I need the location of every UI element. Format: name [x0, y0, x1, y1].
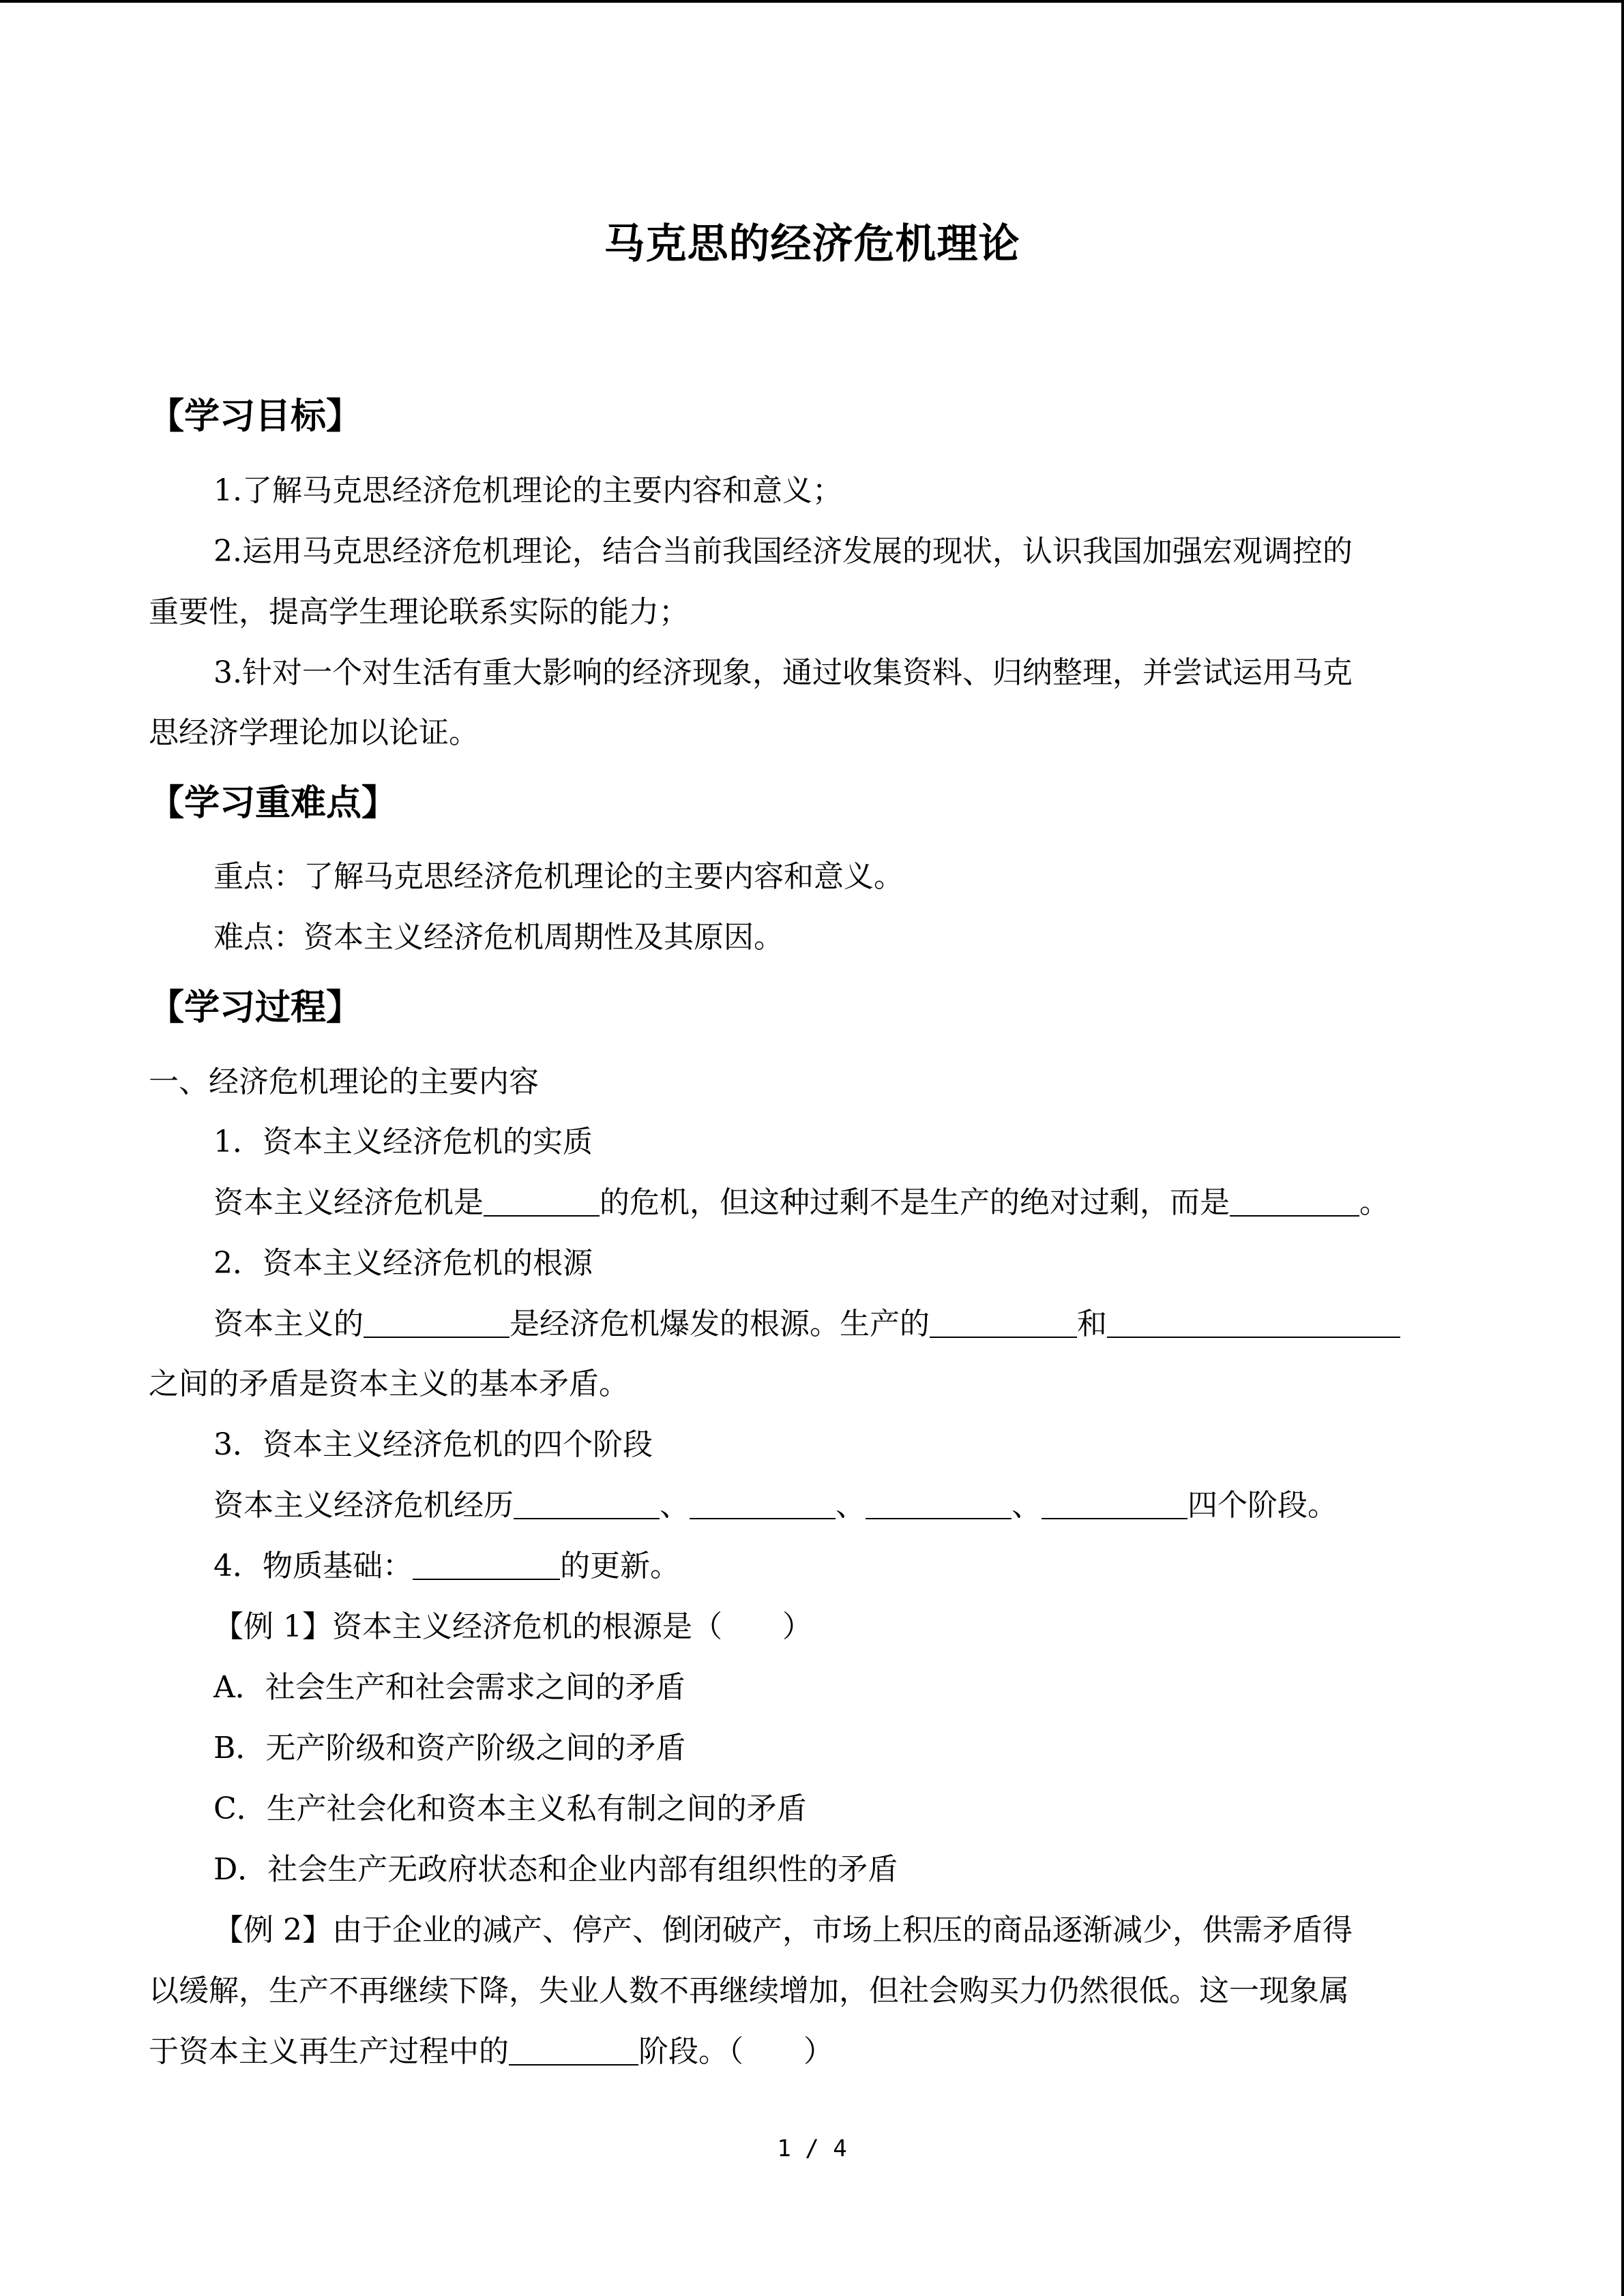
item2-text-b: 是经济危机爆发的根源。生产的 — [510, 1307, 930, 1341]
heading-objectives: 【学习目标】 — [149, 396, 362, 437]
item1-text-a: 资本主义经济危机是 — [213, 1185, 484, 1220]
blank-input[interactable] — [514, 1491, 660, 1519]
item1-title: 1．资本主义经济危机的实质 — [213, 1124, 593, 1159]
item4-text-b: 的更新。 — [560, 1549, 680, 1583]
item3-title: 3．资本主义经济危机的四个阶段 — [213, 1427, 653, 1462]
objective-2-line-b: 重要性，提高学生理论联系实际的能力； — [149, 595, 689, 629]
example1-option-b[interactable]: B．无产阶级和资产阶级之间的矛盾 — [213, 1731, 686, 1765]
item4-fill-line — [213, 1551, 680, 1581]
blank-input[interactable] — [509, 2037, 638, 2066]
separator: 、 — [660, 1488, 690, 1523]
item2-fill-line — [213, 1309, 1400, 1339]
item3-text-b: 四个阶段。 — [1187, 1488, 1338, 1523]
item1-fill-line — [213, 1185, 1389, 1220]
blank-input[interactable] — [364, 1309, 510, 1338]
example2-line-1: 【例 2】由于企业的减产、停产、倒闭破产，市场上积压的商品逐渐减少，供需矛盾得 — [213, 1913, 1353, 1948]
item3-fill-line — [213, 1488, 1338, 1523]
blank-input[interactable] — [1107, 1309, 1400, 1338]
blank-input[interactable] — [1042, 1491, 1187, 1519]
example2-line-2: 以缓解，生产不再继续下降，失业人数不再继续增加，但社会购买力仍然很低。这一现象属 — [149, 1973, 1349, 2008]
page-number: 1 / 4 — [777, 2135, 847, 2162]
objective-1: 1.了解马克思经济危机理论的主要内容和意义； — [213, 473, 842, 508]
item2-title: 2．资本主义经济危机的根源 — [213, 1246, 593, 1281]
separator: 、 — [1012, 1488, 1042, 1523]
separator: 、 — [836, 1488, 866, 1523]
blank-input[interactable] — [930, 1309, 1077, 1338]
example1-option-c[interactable]: C．生产社会化和资本主义私有制之间的矛盾 — [213, 1791, 807, 1826]
heading-key-points: 【学习重难点】 — [149, 782, 398, 824]
item4-text-a: 4．物质基础： — [213, 1549, 413, 1583]
example2-text-b: 阶段。（ ） — [638, 2034, 833, 2069]
objective-3-line-a: 3.针对一个对生活有重大影响的经济现象，通过收集资料、归纳整理，并尝试运用马克 — [213, 655, 1353, 690]
blank-input[interactable] — [866, 1491, 1012, 1519]
example1-option-d[interactable]: D．社会生产无政府状态和企业内部有组织性的矛盾 — [213, 1852, 898, 1887]
item1-text-c: 。 — [1359, 1185, 1389, 1220]
blank-input[interactable] — [1230, 1188, 1359, 1217]
item2-line-b: 之间的矛盾是资本主义的基本矛盾。 — [149, 1367, 629, 1401]
item2-text-a: 资本主义的 — [213, 1307, 364, 1341]
example2-text-a: 于资本主义再生产过程中的 — [149, 2034, 509, 2069]
blank-input[interactable] — [413, 1551, 560, 1580]
focus-text: 重点：了解马克思经济危机理论的主要内容和意义。 — [213, 859, 904, 894]
example1-stem: 【例 1】资本主义经济危机的根源是（ ） — [213, 1609, 812, 1644]
blank-input[interactable] — [690, 1491, 836, 1519]
objective-3-line-b: 思经济学理论加以论证。 — [149, 715, 479, 750]
objective-2-line-a: 2.运用马克思经济危机理论，结合当前我国经济发展的现状，认识我国加强宏观调控的 — [213, 534, 1353, 569]
item3-text-a: 资本主义经济危机经历 — [213, 1488, 514, 1523]
blank-input[interactable] — [484, 1188, 600, 1217]
example1-option-a[interactable]: A．社会生产和社会需求之间的矛盾 — [213, 1670, 685, 1705]
part1-title: 一、经济危机理论的主要内容 — [149, 1064, 539, 1099]
item1-text-b: 的危机，但这种过剩不是生产的绝对过剩，而是 — [600, 1185, 1230, 1220]
item2-text-c: 和 — [1077, 1307, 1107, 1341]
difficulty-text: 难点：资本主义经济危机周期性及其原因。 — [213, 920, 784, 955]
example2-fill-line — [149, 2034, 833, 2069]
heading-process: 【学习过程】 — [149, 987, 362, 1028]
page-title: 马克思的经济危机理论 — [604, 220, 1020, 268]
